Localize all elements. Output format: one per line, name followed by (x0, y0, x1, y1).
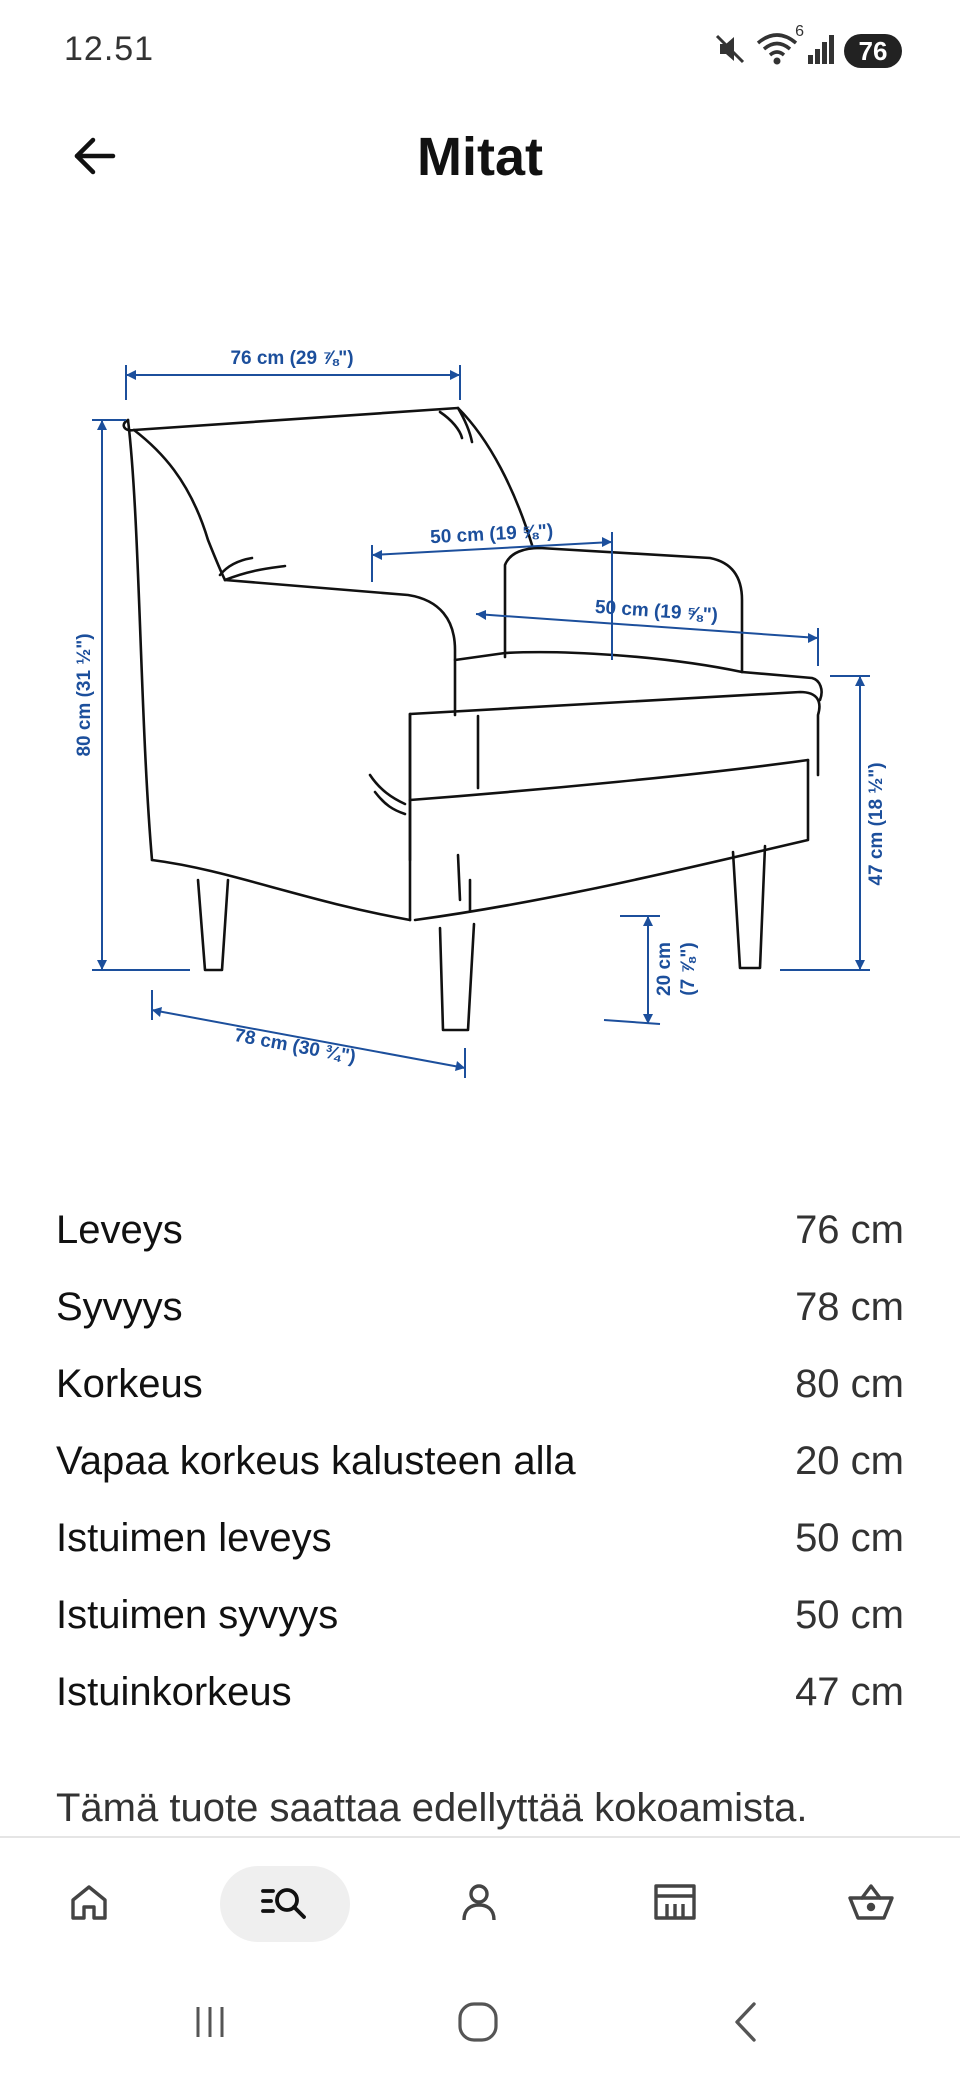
system-back-button[interactable] (696, 1988, 796, 2060)
system-home-button[interactable] (428, 1988, 528, 2060)
label-height: 80 cm (31 ½") (74, 633, 95, 757)
spec-label: Leveys (56, 1208, 183, 1252)
spec-value: 78 cm (795, 1285, 904, 1329)
nav-home[interactable] (24, 1866, 154, 1942)
label-seat-width: 50 cm (19 ⅝") (429, 520, 554, 549)
spec-label: Vapaa korkeus kalusteen alla (56, 1439, 576, 1483)
spec-label: Istuimen syvyys (56, 1593, 339, 1637)
dimension-arrows (97, 370, 865, 1071)
search-list-icon (259, 1880, 311, 1929)
spec-row-seat-height (56, 1654, 904, 1731)
label-depth: 78 cm (30 ¾") (232, 1025, 358, 1069)
status-icons (712, 22, 902, 72)
spec-value: 80 cm (795, 1362, 904, 1406)
label-seat-depth: 50 cm (19 ⅝") (594, 596, 719, 627)
page-title: Mitat (417, 127, 543, 187)
spec-label: Istuinkorkeus (56, 1670, 292, 1714)
home-circle-icon (456, 2000, 500, 2049)
profile-icon (457, 1880, 501, 1929)
label-clearance-in: (7 ⅞") (678, 942, 699, 996)
spec-row-height (56, 1346, 904, 1423)
spec-value: 76 cm (795, 1208, 904, 1252)
battery-icon: 76 (844, 34, 902, 68)
mute-icon (712, 31, 748, 72)
spec-row-seat-width (56, 1500, 904, 1577)
signal-icon (806, 33, 836, 70)
recents-icon (190, 2003, 230, 2046)
label-clearance-cm: 20 cm (654, 942, 675, 996)
spec-value: 47 cm (795, 1670, 904, 1714)
store-icon (651, 1880, 699, 1929)
label-width: 76 cm (29 ⅞") (230, 348, 354, 369)
spec-row-clearance (56, 1423, 904, 1500)
spec-value: 50 cm (795, 1593, 904, 1637)
label-seat-height: 47 cm (18 ½") (866, 762, 887, 886)
back-chevron-icon (728, 2000, 764, 2049)
spec-label: Syvyys (56, 1285, 183, 1329)
nav-profile[interactable] (414, 1866, 544, 1942)
spec-list (56, 1192, 904, 1731)
bottom-nav (0, 1836, 960, 1966)
nav-store[interactable] (610, 1866, 740, 1942)
spec-row-depth (56, 1269, 904, 1346)
spec-value: 20 cm (795, 1439, 904, 1483)
wifi-icon (756, 22, 804, 72)
spec-label: Istuimen leveys (56, 1516, 332, 1560)
dimension-diagram (0, 320, 960, 1100)
nav-search[interactable] (220, 1866, 350, 1942)
assembly-note: Tämä tuote saattaa edellyttää kokoamista. (56, 1786, 808, 1830)
nav-basket[interactable] (806, 1866, 936, 1942)
spec-row-width (56, 1192, 904, 1269)
status-bar (0, 0, 960, 104)
spec-label: Korkeus (56, 1362, 203, 1406)
status-time: 12.51 (64, 30, 155, 68)
spec-value: 50 cm (795, 1516, 904, 1560)
recents-button[interactable] (160, 1988, 260, 2060)
app-header (0, 104, 960, 212)
spec-row-seat-depth (56, 1577, 904, 1654)
armchair-illustration (124, 408, 822, 1030)
basket-icon (846, 1880, 896, 1929)
home-icon (67, 1880, 111, 1929)
wifi-badge: 6 (795, 22, 804, 40)
system-nav (0, 1966, 960, 2080)
